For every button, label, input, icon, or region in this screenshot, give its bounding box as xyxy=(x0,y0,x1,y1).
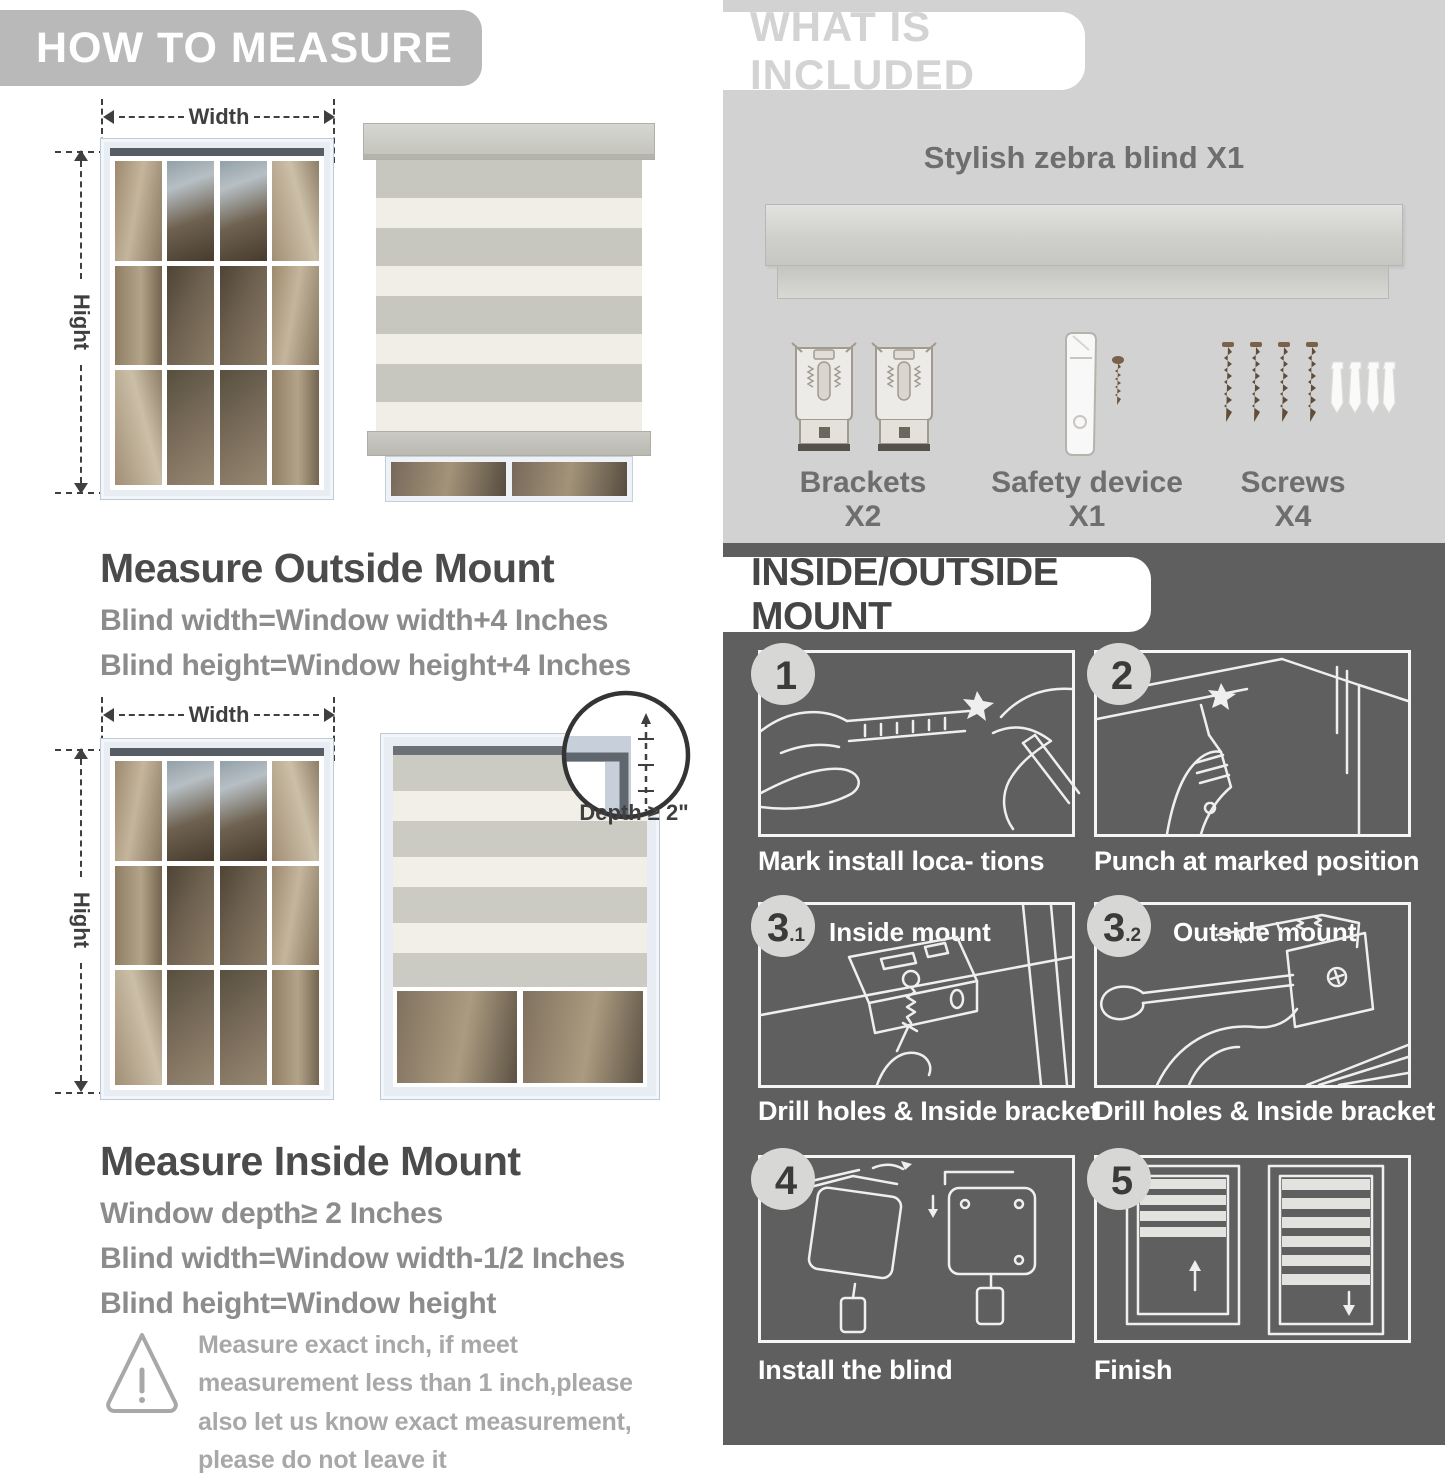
window-sash xyxy=(220,761,319,1085)
window-pane xyxy=(272,970,319,1085)
window-pane xyxy=(272,866,319,966)
window-pane xyxy=(272,761,319,861)
window-pane xyxy=(167,761,214,861)
zebra-blind-outside-mount xyxy=(363,123,655,502)
inside-outside-mount-header xyxy=(723,550,1151,638)
window-pane xyxy=(220,370,267,485)
inside-mount-line3: Blind height=Window height xyxy=(100,1287,497,1320)
window-pane xyxy=(512,462,627,496)
window-photo-outside xyxy=(100,138,334,500)
what-is-included-header xyxy=(723,3,1085,98)
window-pane xyxy=(523,991,643,1083)
blind-headrail-image-bottom xyxy=(777,266,1389,299)
step3-2-number-badge: 3 .2 xyxy=(1087,895,1151,957)
window-pane xyxy=(167,970,214,1085)
screws-image xyxy=(1218,334,1398,465)
window-pane xyxy=(115,866,162,966)
step5-number-badge: 5 xyxy=(1087,1148,1151,1210)
arrow-left-icon xyxy=(103,708,114,722)
step4-illustration xyxy=(761,1158,1072,1340)
inside-mount-line1: Window depth≥ 2 Inches xyxy=(100,1197,443,1230)
step2-illustration xyxy=(1097,653,1408,834)
step-box-2 xyxy=(1094,650,1411,837)
outside-mount-title: Measure Outside Mount xyxy=(100,545,555,591)
height-dimension-arrow xyxy=(68,150,94,494)
window-pane xyxy=(167,370,214,485)
blind-bottom-rail xyxy=(367,431,651,456)
window-pane xyxy=(115,266,162,366)
window-pane xyxy=(115,970,162,1085)
window-below-blind xyxy=(393,987,647,1087)
window-pane xyxy=(167,161,214,261)
width-dimension-arrow xyxy=(103,702,335,728)
window-below-blind xyxy=(385,456,633,502)
step1-number-badge: 1 xyxy=(751,643,815,705)
screws-label: Screws X4 xyxy=(1240,466,1346,533)
window-pane xyxy=(397,991,517,1083)
step3-1-inner-label: Inside mount xyxy=(829,917,991,947)
brackets-image xyxy=(790,336,940,463)
height-label: Hight xyxy=(69,293,95,351)
how-to-measure-header xyxy=(0,10,482,86)
inside-mount-title: Measure Inside Mount xyxy=(100,1138,521,1184)
step-box-5 xyxy=(1094,1155,1411,1343)
how-to-measure-title: HOW TO MEASURE xyxy=(36,23,453,72)
window-photo-inside xyxy=(100,738,334,1100)
product-label: Stylish zebra blind X1 xyxy=(923,140,1245,175)
step1-illustration xyxy=(761,653,1072,834)
window-pane xyxy=(272,266,319,366)
step2-number-badge: 2 xyxy=(1087,643,1151,705)
what-is-included-title: WHAT IS INCLUDED xyxy=(750,3,975,98)
arrow-down-icon xyxy=(74,483,88,494)
window-pane xyxy=(272,370,319,485)
window-pane xyxy=(220,866,267,966)
arrow-up-icon xyxy=(74,150,88,161)
window-pane xyxy=(115,761,162,861)
step3-1-illustration xyxy=(761,905,1072,1085)
safety-device-image xyxy=(1056,330,1136,467)
arrow-left-icon xyxy=(103,110,114,124)
step5-illustration xyxy=(1097,1158,1408,1340)
step1-caption: Mark install loca- tions xyxy=(758,846,1045,876)
window-sash xyxy=(115,161,214,485)
window-pane xyxy=(115,161,162,261)
step3-2-inner-label: Outside mount xyxy=(1173,917,1357,947)
outside-mount-line2: Blind height=Window height+4 Inches xyxy=(100,649,631,682)
window-sash xyxy=(220,161,319,485)
arrow-up-icon xyxy=(74,748,88,759)
step3-2-illustration xyxy=(1097,905,1408,1085)
inside-outside-mount-title: INSIDE/OUTSIDE MOUNT xyxy=(751,550,1059,638)
brackets-label: Brackets X2 xyxy=(799,466,927,533)
blind-headrail-image xyxy=(765,204,1403,266)
step4-number-badge: 4 xyxy=(751,1148,815,1210)
window-pane xyxy=(220,970,267,1085)
step5-caption: Finish xyxy=(1094,1355,1173,1385)
window-pane xyxy=(115,370,162,485)
step-box-3-2 xyxy=(1094,902,1411,1088)
window-pane xyxy=(220,761,267,861)
step3-1-number-badge: 3 .1 xyxy=(751,895,815,957)
window-pane xyxy=(167,866,214,966)
width-label: Width xyxy=(188,104,250,129)
height-label: Hight xyxy=(69,891,95,949)
outside-mount-line1: Blind width=Window width+4 Inches xyxy=(100,604,609,637)
width-dimension-arrow xyxy=(103,104,335,130)
inside-mount-line2: Blind width=Window width-1/2 Inches xyxy=(100,1242,626,1275)
window-pane xyxy=(272,161,319,261)
step3-1-caption: Drill holes & Inside bracket xyxy=(758,1096,1100,1126)
window-pane xyxy=(220,266,267,366)
dimension-tick xyxy=(55,1092,105,1094)
blind-headrail xyxy=(363,123,655,160)
window-pane xyxy=(391,462,506,496)
blind-striped-fabric xyxy=(376,160,642,431)
depth-label: Depth ≥ 2" xyxy=(579,800,689,825)
width-label: Width xyxy=(188,702,250,727)
step-box-1 xyxy=(758,650,1075,837)
arrow-down-icon xyxy=(74,1081,88,1092)
warning-triangle-icon xyxy=(103,1328,181,1421)
step2-caption: Punch at marked position xyxy=(1094,846,1420,876)
window-pane xyxy=(167,266,214,366)
step-box-4 xyxy=(758,1155,1075,1343)
step3-2-caption: Drill holes & Inside bracket xyxy=(1094,1096,1436,1126)
window-pane xyxy=(220,161,267,261)
step-box-3-1 xyxy=(758,902,1075,1088)
warning-text: Measure exact inch, if meet measurement less than 1 inch,please also let us know exact measurement, please do not leave it xyxy=(198,1331,633,1474)
window-sash xyxy=(115,761,214,1085)
safety-device-label: Safety device X1 xyxy=(991,466,1183,533)
step4-caption: Install the blind xyxy=(758,1355,953,1385)
height-dimension-arrow xyxy=(68,748,94,1092)
